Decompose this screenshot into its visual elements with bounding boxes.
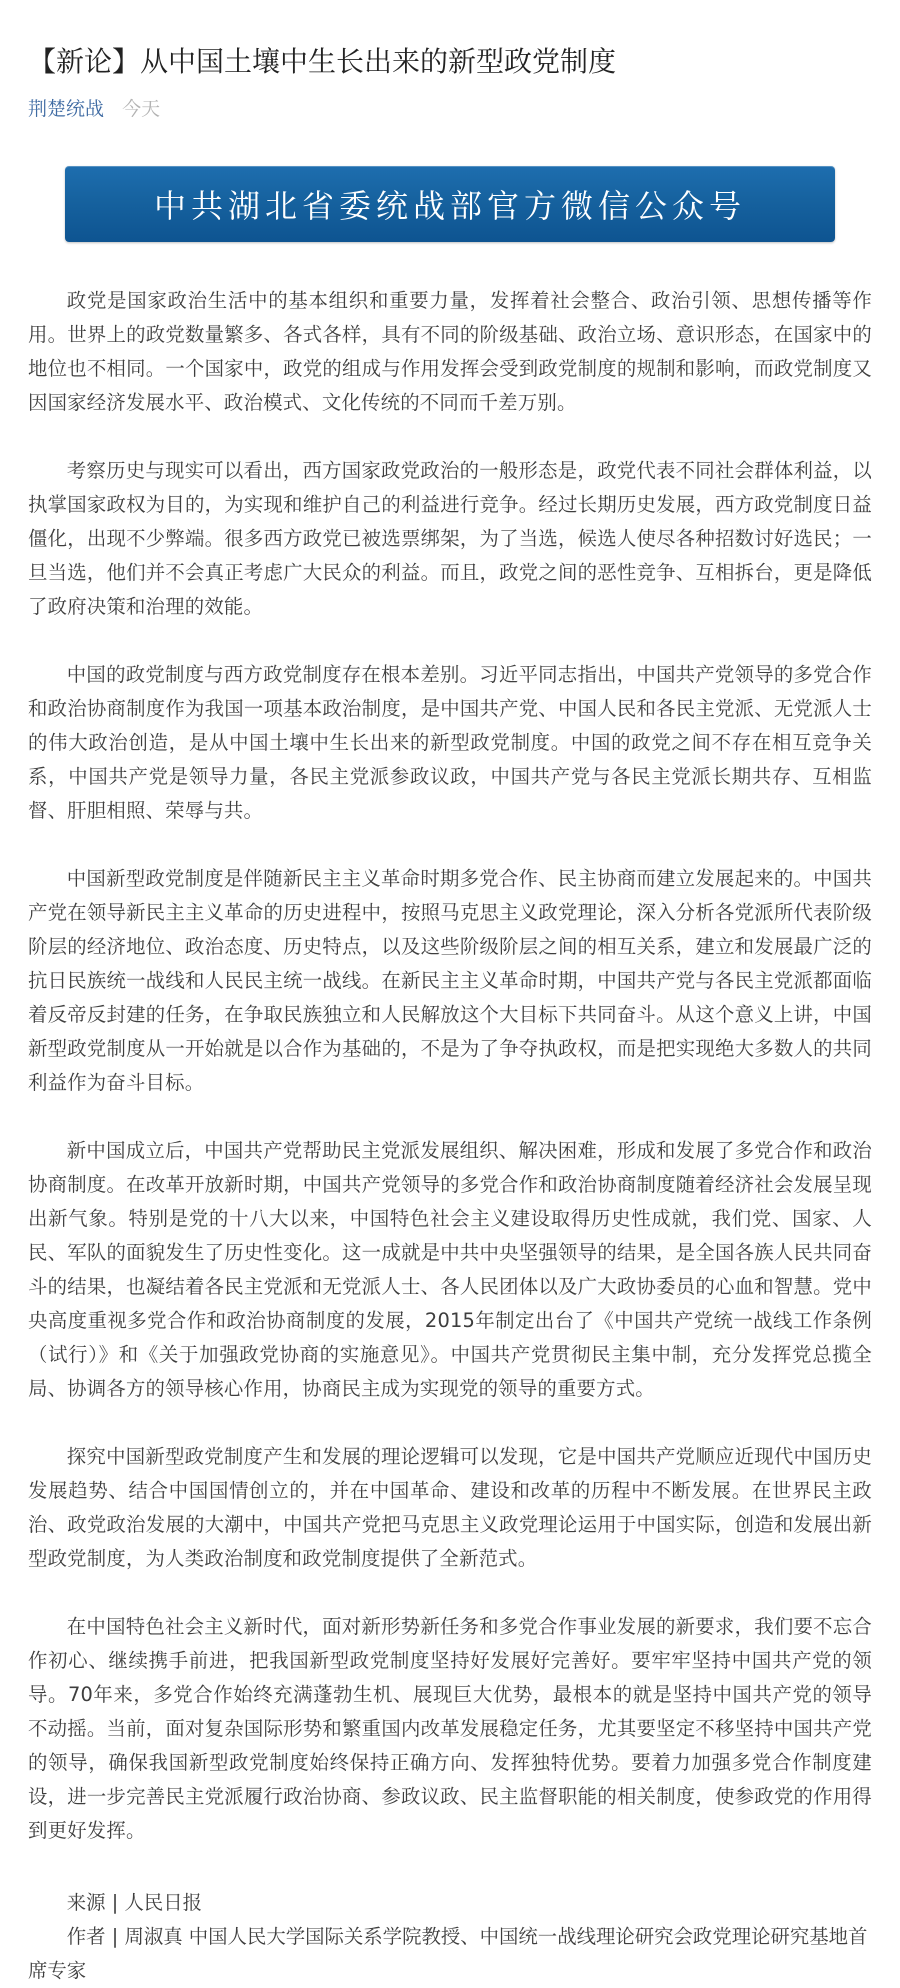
- article-meta: [28, 96, 872, 122]
- source-line: 来源 | 人民日报: [66, 1891, 203, 1914]
- author-line: 作者 | 周淑真 中国人民大学国际关系学院教授、中国统一战线理论研究会政党理论研究基地首席专家: [28, 1925, 868, 1982]
- paragraph: 考察历史与现实可以看出，西方国家政党政治的一般形态是，政党代表不同社会群体利益，以执掌国家政权为目的，为实现和维护自己的利益进行竞争。经过长期历史发展，西方政党制度日益僵化，出现不少弊端。很多西方政党已被选票绑架，为了当选，候选人使尽各种招数讨好选民；一旦当选，他们并不会真正考虑广大民众的利益。而且，政党之间的恶性竞争、互相拆台，更是降低了政府决策和治理的效能。: [28, 459, 872, 618]
- paragraph: 在中国特色社会主义新时代，面对新形势新任务和多党合作事业发展的新要求，我们要不忘合作初心、继续携手前进，把我国新型政党制度坚持好发展好完善好。要牢牢坚持中国共产党的领导。70年来，多党合作始终充满蓬勃生机、展现巨大优势，最根本的就是坚持中国共产党的领导不动摇。当前，面对复杂国际形势和繁重国内改革发展稳定任务，尤其要坚定不移坚持中国共产党的领导，确保我国新型政党制度始终保持正确方向、发挥独特优势。要着力加强多党合作制度建设，进一步完善民主党派履行政治协商、参政议政、民主监督职能的相关制度，使参政党的作用得到更好发挥。: [28, 1615, 872, 1842]
- paragraph: 中国新型政党制度是伴随新民主主义革命时期多党合作、民主协商而建立发展起来的。中国共产党在领导新民主主义革命的历史进程中，按照马克思主义政党理论，深入分析各党派所代表阶级阶层的经济地位、政治态度、历史特点，以及这些阶级阶层之间的相互关系，建立和发展最广泛的抗日民族统一战线和人民民主统一战线。在新民主主义革命时期，中国共产党与各民主党派都面临着反帝反封建的任务，在争取民族独立和人民解放这个大目标下共同奋斗。从这个意义上讲，中国新型政党制度从一开始就是以合作为基础的，不是为了争夺执政权，而是把实现绝大多数人的共同利益作为奋斗目标。: [28, 867, 872, 1094]
- account-name-link[interactable]: 荆楚统战: [28, 98, 105, 120]
- article-footer: [28, 1886, 872, 1988]
- paragraph: 探究中国新型政党制度产生和发展的理论逻辑可以发现，它是中国共产党顺应近现代中国历史发展趋势、结合中国国情创立的，并在中国革命、建设和改革的历程中不断发展。在世界民主政治、政党政治发展的大潮中，中国共产党把马克思主义政党理论运用于中国实际，创造和发展出新型政党制度，为人类政治制度和政党制度提供了全新范式。: [28, 1445, 872, 1570]
- banner-text: 中共湖北省委统战部官方微信公众号: [153, 187, 746, 225]
- paragraph: 中国的政党制度与西方政党制度存在根本差别。习近平同志指出，中国共产党领导的多党合作和政治协商制度作为我国一项基本政治制度，是中国共产党、中国人民和各民主党派、无党派人士的伟大政治创造，是从中国土壤中生长出来的新型政党制度。中国的政党之间不存在相互竞争关系，中国共产党是领导力量，各民主党派参政议政，中国共产党与各民主党派长期共存、互相监督、肝胆相照、荣辱与共。: [28, 663, 872, 822]
- paragraph: 政党是国家政治生活中的基本组织和重要力量，发挥着社会整合、政治引领、思想传播等作用。世界上的政党数量繁多、各式各样，具有不同的阶级基础、政治立场、意识形态，在国家中的地位也不相同。一个国家中，政党的组成与作用发挥会受到政党制度的规制和影响，而政党制度又因国家经济发展水平、政治模式、文化传统的不同而千差万别。: [28, 289, 872, 414]
- article-title: 【新论】从中国土壤中生长出来的新型政党制度: [28, 45, 617, 78]
- article-body: [28, 284, 872, 1988]
- publish-time: 今天: [122, 98, 161, 120]
- paragraph: 新中国成立后，中国共产党帮助民主党派发展组织、解决困难，形成和发展了多党合作和政治协商制度。在改革开放新时期，中国共产党领导的多党合作和政治协商制度随着经济社会发展呈现出新气象。特别是党的十八大以来，中国特色社会主义建设取得历史性成就，我们党、国家、人民、军队的面貌发生了历史性变化。这一成就是中共中央坚强领导的结果，是全国各族人民共同奋斗的结果，也凝结着各民主党派和无党派人士、各人民团体以及广大政协委员的心血和智慧。党中央高度重视多党合作和政治协商制度的发展，2015年制定出台了《中国共产党统一战线工作条例（试行）》和《关于加强政党协商的实施意见》。中国共产党贯彻民主集中制，充分发挥党总揽全局、协调各方的领导核心作用，协商民主成为实现党的领导的重要方式。: [28, 1139, 872, 1400]
- official-account-banner: [65, 166, 835, 242]
